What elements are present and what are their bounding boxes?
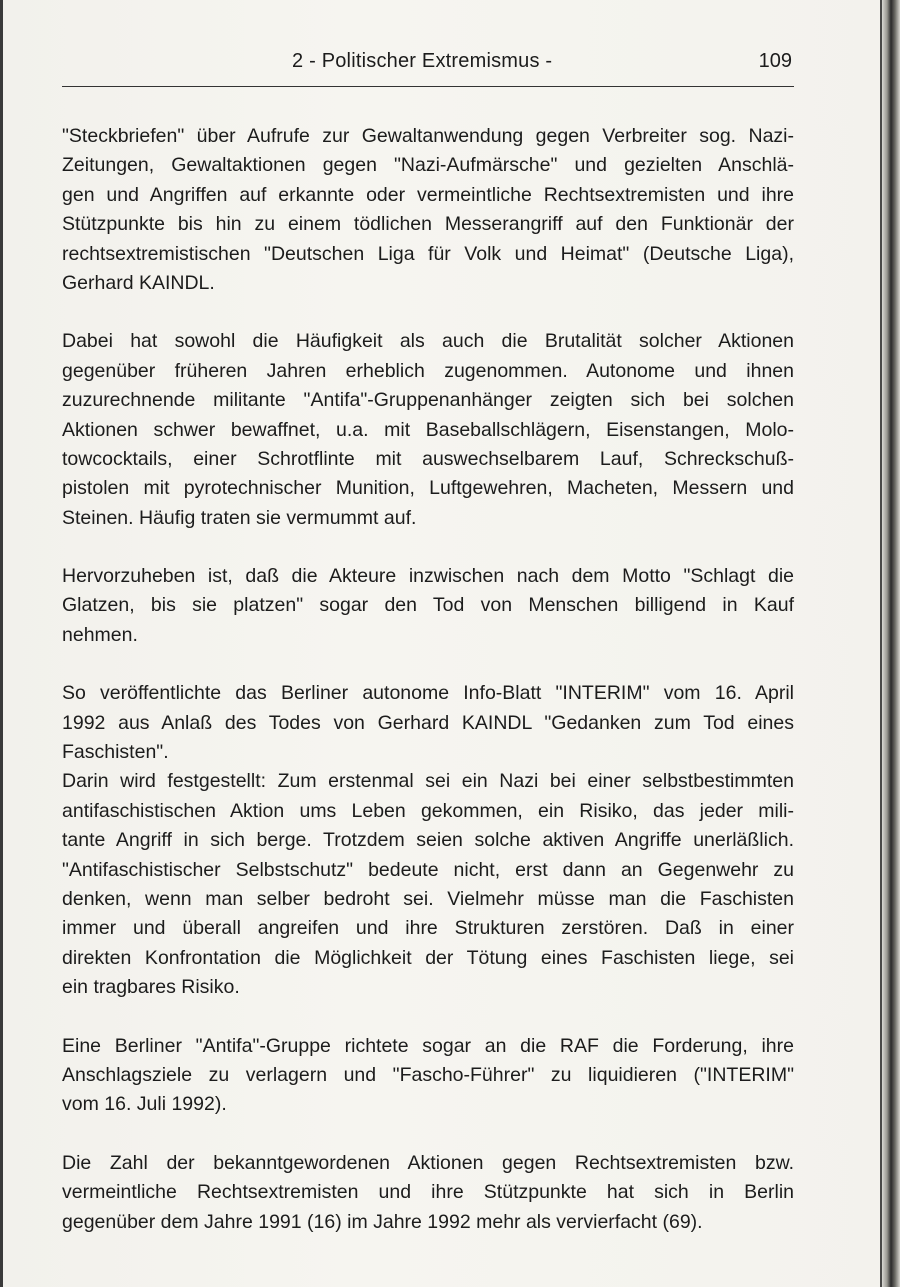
page-number: 109 bbox=[758, 50, 792, 72]
text-line: vermeintliche Rechtsextremisten und ihre Stützpunkte hat sich in Berlin bbox=[62, 1181, 794, 1204]
paragraph bbox=[62, 1032, 794, 1120]
body-text bbox=[62, 122, 794, 1237]
text-line: gen und Angriffen auf erkannte oder vermeintliche Rechtsextremisten und ihre bbox=[62, 183, 794, 206]
paragraph bbox=[62, 767, 794, 1002]
paragraph bbox=[62, 679, 794, 767]
text-line: vom 16. Juli 1992). bbox=[62, 1093, 227, 1116]
text-line: nehmen. bbox=[62, 623, 138, 646]
paragraph bbox=[62, 122, 794, 298]
text-line: Faschisten". bbox=[62, 741, 169, 764]
text-line: tante Angriff in sich berge. Trotzdem seien solche aktiven Angriffe unerläßlich. bbox=[62, 829, 794, 852]
text-line: Darin wird festgestellt: Zum erstenmal sei ein Nazi bei einer selbstbestimmten bbox=[62, 770, 794, 793]
text-line: Dabei hat sowohl die Häufigkeit als auch die Brutalität solcher Aktionen bbox=[62, 330, 794, 353]
text-line: Gerhard KAINDL. bbox=[62, 271, 215, 294]
page-binding-edge bbox=[880, 0, 900, 1287]
page-left-edge bbox=[0, 0, 3, 1287]
paragraph bbox=[62, 327, 794, 533]
paragraph bbox=[62, 562, 794, 650]
text-line: zuzurechnende militante "Antifa"-Gruppenanhänger zeigten sich bei solchen bbox=[62, 389, 794, 412]
text-line: ein tragbares Risiko. bbox=[62, 976, 240, 999]
text-line: Hervorzuheben ist, daß die Akteure inzwischen nach dem Motto "Schlagt die bbox=[62, 565, 794, 588]
text-line: Glatzen, bis sie platzen" sogar den Tod von Menschen billigend in Kauf bbox=[62, 594, 794, 617]
text-line: "Steckbriefen" über Aufrufe zur Gewaltanwendung gegen Verbreiter sog. Nazi- bbox=[62, 125, 794, 147]
text-line: Aktionen schwer bewaffnet, u.a. mit Baseballschlägern, Eisenstangen, Molo- bbox=[62, 418, 794, 441]
text-line: 1992 aus Anlaß des Todes von Gerhard KAINDL "Gedanken zum Tod eines bbox=[62, 711, 794, 734]
running-header bbox=[62, 48, 794, 78]
text-line: rechtsextremistischen "Deutschen Liga für Volk und Heimat" (Deutsche Liga), bbox=[62, 242, 794, 265]
text-line: Zeitungen, Gewaltaktionen gegen "Nazi-Aufmärsche" und gezielten Anschlä- bbox=[62, 154, 794, 177]
text-line: Stützpunkte bis hin zu einem tödlichen Messerangriff auf den Funktionär der bbox=[62, 213, 794, 236]
header-title: 2 - Politischer Extremismus - bbox=[292, 50, 553, 72]
text-line: Die Zahl der bekanntgewordenen Aktionen gegen Rechtsextremisten bzw. bbox=[62, 1151, 794, 1174]
text-line: denken, wenn man selber bedroht sei. Vielmehr müsse man die Faschisten bbox=[62, 887, 794, 910]
paragraph bbox=[62, 1149, 794, 1237]
text-line: Eine Berliner "Antifa"-Gruppe richtete sogar an die RAF die Forderung, ihre bbox=[62, 1034, 794, 1057]
page-binding-line bbox=[880, 0, 882, 1287]
text-line: Steinen. Häufig traten sie vermummt auf. bbox=[62, 506, 417, 529]
text-line: "Antifaschistischer Selbstschutz" bedeute nicht, erst dann an Gegenwehr zu bbox=[62, 858, 794, 881]
text-line: direkten Konfrontation die Möglichkeit der Tötung eines Faschisten liege, sei bbox=[62, 946, 794, 969]
text-line: gegenüber dem Jahre 1991 (16) im Jahre 1992 mehr als vervierfacht (69). bbox=[62, 1210, 703, 1233]
text-line: towcocktails, einer Schrotflinte mit auswechselbarem Lauf, Schreckschuß- bbox=[62, 447, 794, 470]
text-line: pistolen mit pyrotechnischer Munition, Luftgewehren, Macheten, Messern und bbox=[62, 477, 794, 500]
text-line: gegenüber früheren Jahren erheblich zugenommen. Autonome und ihnen bbox=[62, 359, 794, 382]
text-line: Anschlagsziele zu verlagern und "Fascho-Führer" zu liquidieren ("INTERIM" bbox=[62, 1063, 794, 1086]
text-line: antifaschistischen Aktion ums Leben gekommen, ein Risiko, das jeder mili- bbox=[62, 799, 794, 822]
text-line: immer und überall angreifen und ihre Strukturen zerstören. Daß in einer bbox=[62, 917, 794, 940]
text-line: So veröffentlichte das Berliner autonome Info-Blatt "INTERIM" vom 16. April bbox=[62, 682, 794, 705]
header-rule bbox=[62, 86, 794, 87]
